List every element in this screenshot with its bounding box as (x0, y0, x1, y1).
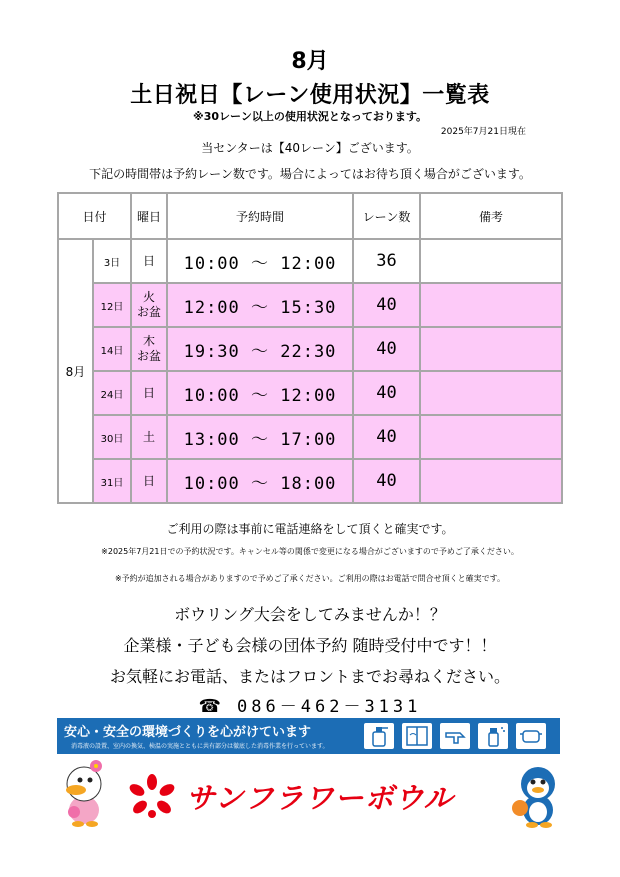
weekday-text: 木 (143, 334, 156, 348)
mascot-right-icon (508, 760, 564, 828)
phone-number[interactable]: 086－462－3131 (237, 697, 422, 717)
remarks-cell (420, 239, 562, 283)
table-header-row (58, 193, 562, 239)
lanes-cell: 40 (353, 327, 420, 371)
remarks-cell (420, 459, 562, 503)
weekday-cell (131, 415, 167, 459)
brand-logo (128, 770, 478, 822)
weekday-cell (131, 459, 167, 503)
confirm-note: ご利用の際は事前に電話連絡をして頂くと確実です。 (166, 522, 454, 536)
table-row (58, 327, 562, 371)
brand-name: サンフラワーボウル (186, 781, 454, 815)
day-cell: 14日 (93, 327, 131, 371)
day-cell: 24日 (93, 371, 131, 415)
time-cell: 19:30 ～ 22:30 (167, 327, 353, 371)
day-cell: 12日 (93, 283, 131, 327)
time-slot-info: 下記の時間帯は予約レーン数です。場合によってはお待ち頂く場合がございます。 (89, 167, 531, 181)
month-cell: 8月 (58, 239, 93, 503)
header-weekday: 曜日 (131, 193, 167, 239)
remarks-cell (420, 415, 562, 459)
promo-line-1: ボウリング大会をしてみませんか！？ (174, 605, 446, 624)
spray-icon (478, 723, 508, 749)
safety-banner (57, 718, 560, 754)
telephone-icon: ☎ (198, 696, 222, 717)
lane-threshold-note: ※30レーン以上の使用状況となっております。 (193, 110, 427, 123)
lanes-cell: 40 (353, 459, 420, 503)
ventilation-icon (402, 723, 432, 749)
banner-title: 安心・安全の環境づくりを心がけています (64, 725, 312, 740)
month-heading: 8月 (291, 49, 329, 74)
remarks-cell (420, 327, 562, 371)
day-cell: 31日 (93, 459, 131, 503)
banner-subtitle: 消毒液の設置、室内の換気、検温の実施とともに共有部分は徹底した消毒作業を行っています。 (71, 743, 329, 750)
lanes-cell: 40 (353, 371, 420, 415)
weekday-text: 日 (143, 253, 156, 268)
lanes-cell: 40 (353, 415, 420, 459)
addition-note: ※予約が追加される場合がありますので予めご了承ください。ご利用の際はお電話で問合せ頂くと確実です。 (114, 574, 506, 583)
page-title: 土日祝日【レーン使用状況】一覧表 (130, 83, 490, 108)
header-date: 日付 (58, 193, 131, 239)
time-cell: 12:00 ～ 15:30 (167, 283, 353, 327)
weekday-text: 土 (143, 429, 156, 444)
phone-row (0, 692, 620, 717)
mascot-left-icon (56, 758, 112, 828)
time-cell: 10:00 ～ 18:00 (167, 459, 353, 503)
table-row (58, 283, 562, 327)
as-of-date: 2025年7月21日現在 (440, 127, 526, 137)
day-cell: 30日 (93, 415, 131, 459)
remarks-cell (420, 283, 562, 327)
table-row (58, 415, 562, 459)
time-cell: 10:00 ～ 12:00 (167, 371, 353, 415)
header-remarks: 備考 (420, 193, 562, 239)
weekday-cell (131, 283, 167, 327)
table-row (58, 371, 562, 415)
sunflower-mark-icon (128, 774, 176, 820)
day-cell: 3日 (93, 239, 131, 283)
time-cell: 13:00 ～ 17:00 (167, 415, 353, 459)
holiday-text: お盆 (137, 305, 162, 319)
remarks-cell (420, 371, 562, 415)
table-row (58, 459, 562, 503)
promo-line-3: お気軽にお電話、またはフロントまでお尋ねください。 (109, 667, 510, 686)
lanes-cell: 40 (353, 283, 420, 327)
reservation-table (57, 192, 563, 504)
weekday-text: 火 (143, 290, 156, 304)
weekday-text: 日 (143, 385, 156, 400)
weekday-cell (131, 327, 167, 371)
header-lanes: レーン数 (353, 193, 420, 239)
status-note: ※2025年7月21日での予約状況です。キャンセル等の関係で変更になる場合がございますので予めご了承ください。 (101, 547, 519, 556)
mask-icon (516, 723, 546, 749)
time-cell: 10:00 ～ 12:00 (167, 239, 353, 283)
weekday-cell (131, 371, 167, 415)
sanitizer-icon (364, 723, 394, 749)
center-lane-info: 当センターは【40レーン】ございます。 (201, 141, 419, 155)
lanes-cell: 36 (353, 239, 420, 283)
header-time: 予約時間 (167, 193, 353, 239)
weekday-cell (131, 239, 167, 283)
table-row (58, 239, 562, 283)
holiday-text: お盆 (137, 349, 162, 363)
promo-line-2: 企業様・子ども会様の団体予約 随時受付中です！！ (123, 636, 497, 655)
weekday-text: 日 (143, 473, 156, 488)
thermometer-icon (440, 723, 470, 749)
